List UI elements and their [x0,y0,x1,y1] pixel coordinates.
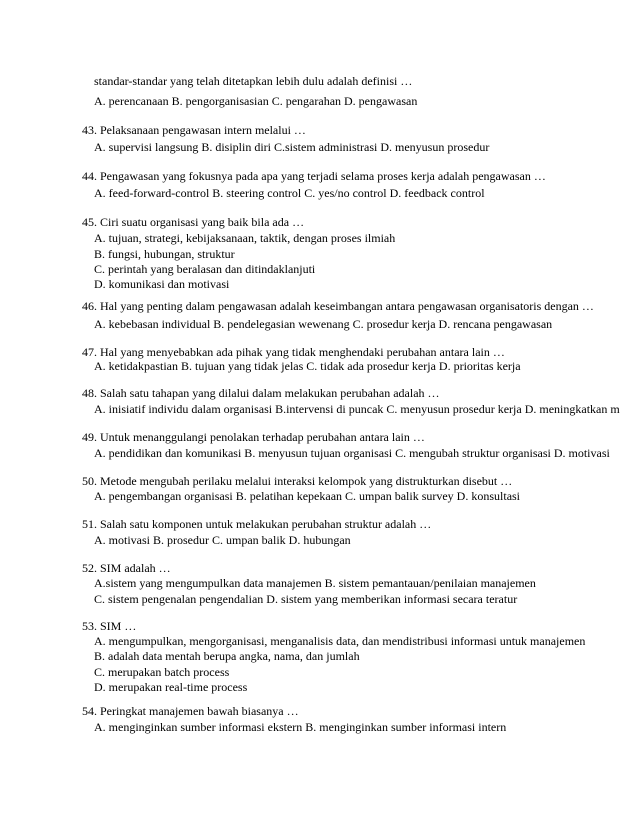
q52-question: 52. SIM adalah … [82,561,171,575]
q53-question: 53. SIM … [82,619,137,633]
q46-question: 46. Hal yang penting dalam pengawasan adalah keseimbangan antara pengawasan organisatoris dengan … [82,299,594,313]
q48-question: 48. Salah satu tahapan yang dilalui dalam melakukan perubahan adalah … [82,386,440,400]
q53-option-d: D. merupakan real-time process [94,680,248,694]
q52-options-ab: A.sistem yang mengumpulkan data manajemen B. sistem pemantauan/penilaian manajemen [94,576,536,590]
q54-question: 54. Peringkat manajemen bawah biasanya … [82,704,299,718]
q47-question: 47. Hal yang menyebabkan ada pihak yang tidak menghendaki perubahan antara lain … [82,345,505,359]
q45-option-b: B. fungsi, hubungan, struktur [94,247,235,261]
q52-options-cd: C. sistem pengenalan pengendalian D. sistem yang memberikan informasi secara teratur [94,592,518,606]
q48-options: A. inisiatif individu dalam organisasi B.intervensi di puncak C. menyusun prosedur kerja D. meningkatkan m [94,402,620,416]
q43-question: 43. Pelaksanaan pengawasan intern melalui … [82,123,306,137]
q50-question: 50. Metode mengubah perilaku melalui interaksi kelompok yang distrukturkan disebut … [82,474,513,488]
q42-options: A. perencanaan B. pengorganisasian C. pengarahan D. pengawasan [94,94,418,108]
q44-options: A. feed-forward-control B. steering control C. yes/no control D. feedback control [94,186,485,200]
q42-stem-continuation: standar-standar yang telah ditetapkan lebih dulu adalah definisi … [94,74,413,88]
q43-options: A. supervisi langsung B. disiplin diri C.sistem administrasi D. menyusun prosedur [94,140,490,154]
q53-option-c: C. merupakan batch process [94,665,230,679]
q51-options: A. motivasi B. prosedur C. umpan balik D. hubungan [94,533,351,547]
q45-option-d: D. komunikasi dan motivasi [94,277,230,291]
q45-question: 45. Ciri suatu organisasi yang baik bila ada … [82,215,305,229]
q53-option-a: A. mengumpulkan, mengorganisasi, menganalisis data, dan mendistribusi informasi untuk manajemen [94,634,586,648]
q54-options: A. menginginkan sumber informasi ekstern B. menginginkan sumber informasi intern [94,720,507,734]
q50-options: A. pengembangan organisasi B. pelatihan kepekaan C. umpan balik survey D. konsultasi [94,489,521,503]
q51-question: 51. Salah satu komponen untuk melakukan perubahan struktur adalah … [82,517,432,531]
q45-option-c: C. perintah yang beralasan dan ditindaklanjuti [94,262,316,276]
q49-options: A. pendidikan dan komunikasi B. menyusun tujuan organisasi C. mengubah struktur organisasi D. motivasi [94,446,610,460]
q47-options: A. ketidakpastian B. tujuan yang tidak jelas C. tidak ada prosedur kerja D. prioritas kerja [94,359,521,373]
q46-options: A. kebebasan individual B. pendelegasian wewenang C. prosedur kerja D. rencana pengawasan [94,317,553,331]
q44-question: 44. Pengawasan yang fokusnya pada apa yang terjadi selama proses kerja adalah pengawasan … [82,169,546,183]
q49-question: 49. Untuk menanggulangi penolakan terhadap perubahan antara lain … [82,430,425,444]
q53-option-b: B. adalah data mentah berupa angka, nama, dan jumlah [94,649,360,663]
q45-option-a: A. tujuan, strategi, kebijaksanaan, taktik, dengan proses ilmiah [94,231,396,245]
